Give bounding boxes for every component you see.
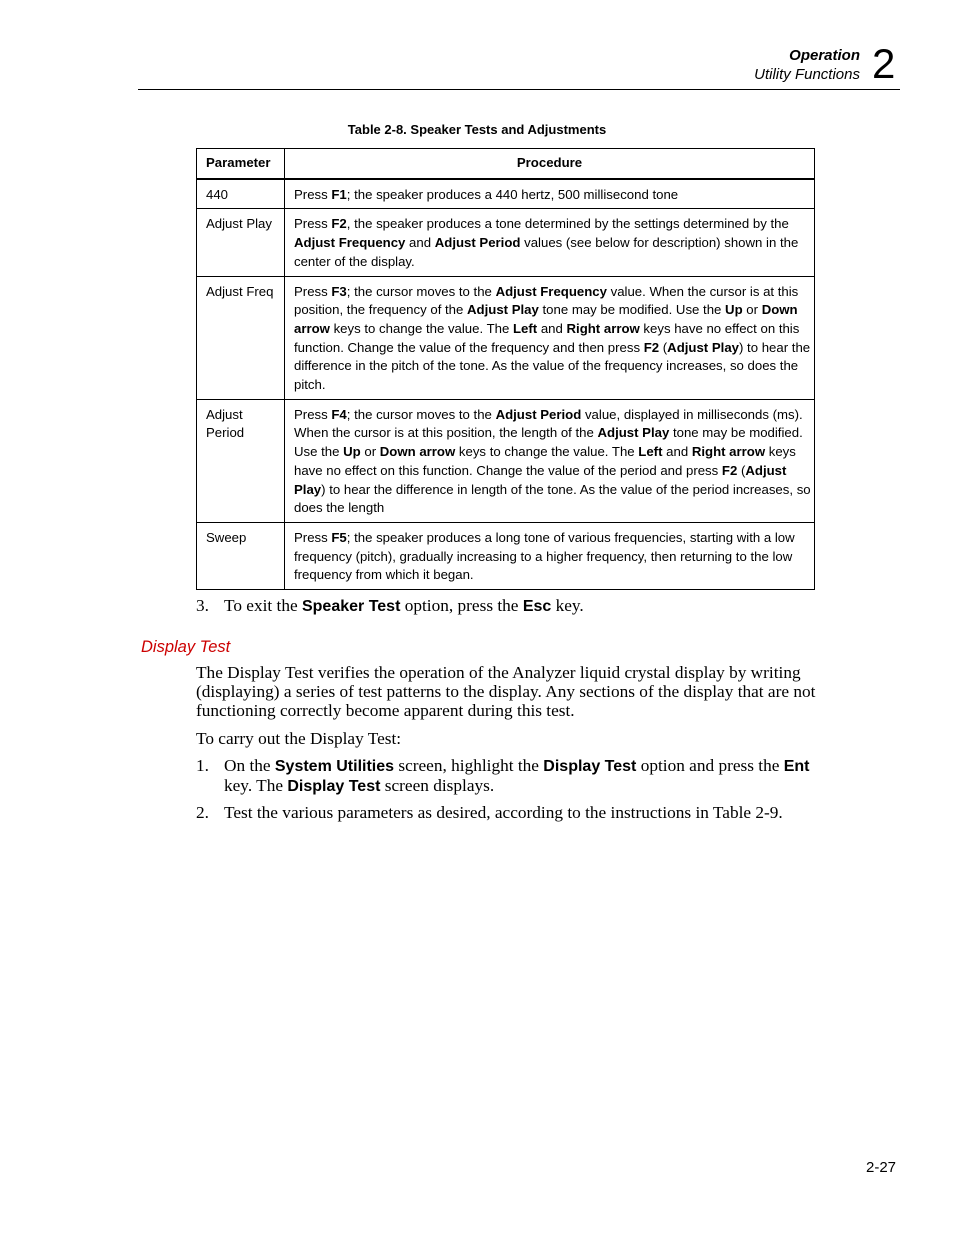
table-body [197,179,815,590]
key-system-utilities: System Utilities [274,758,395,775]
column-header-parameter: Parameter [197,149,285,179]
key-name: F4 [331,406,347,422]
running-header-subsection: Utility Functions [754,66,860,83]
parameter-cell: Sweep [197,522,285,589]
key-name: Adjust Period [434,235,521,251]
step-number: 1. [196,756,209,775]
key-name: Up [343,444,361,460]
key-name: F1 [331,186,347,202]
parameter-cell: Adjust Play [197,209,285,276]
key-display-test-screen: Display Test [287,778,381,795]
key-name: Left [512,320,538,336]
key-name: F2 [331,216,347,232]
table-caption: Table 2-8. Speaker Tests and Adjustments [347,122,607,137]
procedure-cell: Press F1; the speaker produces a 440 hertz, 500 millisecond tone [285,179,815,209]
key-name: Adjust Frequency [294,235,406,251]
table-row [197,179,815,209]
header-rule [138,89,900,90]
step-text: To exit the Speaker Test option, press the Esc key. [224,596,584,615]
key-name: Right arrow [566,320,640,336]
running-header-section: Operation [789,47,860,64]
table-header-row [197,149,815,179]
column-header-procedure: Procedure [285,149,815,179]
key-name: Adjust Play [597,425,670,441]
key-name: F5 [331,529,347,545]
key-name: Adjust Play [467,302,539,318]
key-name: F2 [721,462,738,478]
key-ent: Ent [783,758,810,775]
step-3 [196,596,818,616]
parameter-cell: 440 [197,179,285,209]
key-name: Adjust Play [667,339,739,355]
key-name: Adjust Play [294,462,787,497]
key-name: Down arrow [379,444,456,460]
table-row [197,209,815,276]
key-speaker-test: Speaker Test [301,598,401,615]
procedure-cell: Press F3; the cursor moves to the Adjust Frequency value. When the cursor is at this position, the frequency of the Adjust Play tone may be modified. Use the Up or Down arrow keys to change the value. The Left and Right arrow keys have no effect on this function. Change the value of the frequency and then press F2 (Adjust Play) to hear the difference in the pitch of the tone. As the value of the frequency increases, so does the pitch. [285,276,815,399]
paragraph-instructions: To carry out the Display Test: [196,729,402,748]
key-name: Right arrow [691,444,766,460]
key-name: Adjust Frequency [495,283,607,299]
key-name: F2 [643,339,660,355]
page-number: 2-27 [866,1159,897,1176]
key-name: Down arrow [294,302,798,336]
table-row [197,399,815,522]
procedure-cell: Press F4; the cursor moves to the Adjust Period value, displayed in milliseconds (ms). When the cursor is at this position, the length of the Adjust Play tone may be modified. Use the Up or Down arrow keys to change the value. The Left and Right arrow keys have no effect on this function. Change the value of the period and press F2 (Adjust Play) to hear the difference in length of the tone. As the value of the period increases, so does the length [285,399,815,522]
key-display-test: Display Test [543,758,637,775]
key-name: Up [725,302,743,318]
step-number: 3. [196,596,209,615]
step-number: 2. [196,803,209,822]
parameter-cell: Adjust Freq [197,276,285,399]
key-name: F3 [331,283,347,299]
key-name: Adjust Period [495,406,582,422]
step-1 [196,756,818,796]
step-2 [196,803,818,822]
procedure-cell: Press F2, the speaker produces a tone determined by the settings determined by the Adjust Frequency and Adjust Period values (see below for description) shown in the center of the display. [285,209,815,276]
chapter-number: 2 [872,40,896,87]
step-text: Test the various parameters as desired, according to the instructions in Table 2-9. [224,803,783,822]
table-row [197,276,815,399]
parameter-cell: Adjust Period [197,399,285,522]
key-name: Left [638,444,663,460]
step-text: On the System Utilities screen, highlight the Display Test option and press the Ent key. The Display Test screen displays. [224,756,810,795]
key-esc: Esc [522,598,552,615]
speaker-tests-table [196,148,815,590]
section-heading: Display Test [141,638,231,656]
procedure-cell: Press F5; the speaker produces a long tone of various frequencies, starting with a low frequency (pitch), gradually increasing to a higher frequency, then returning to the low frequency from which it began. [285,522,815,589]
table-row [197,522,815,589]
paragraph-intro: The Display Test verifies the operation of the Analyzer liquid crystal display by writing (displaying) a series of test patterns to the display. Any sections of the display that are not functioning correctly become apparent during this test. [196,663,816,720]
